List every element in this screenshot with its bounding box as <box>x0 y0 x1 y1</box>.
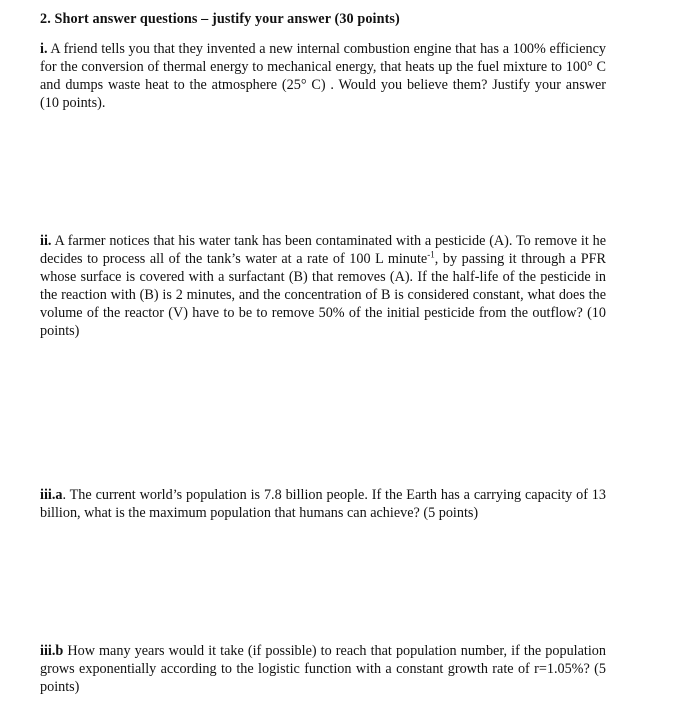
question-ii-text-after: , by passing it through a PFR whose surface is covered with a surfactant (B) that removes (A). If the half-life of the pesticide in the reaction with (B) is 2 minutes, and the concentration of B is considered constant, what does the volume of the reactor (V) have to be to remove 50% of the initial pesticide from the outflow? (10 points) <box>40 251 606 339</box>
question-i <box>40 40 606 112</box>
question-i-text: A friend tells you that they invented a new internal combustion engine that has a 100% efficiency for the conversion of thermal energy to mechanical energy, that heats up the fuel mixture to 100° C and dumps waste heat to the atmosphere (25° C) . Would you believe them? Justify your answer (10 points). <box>40 41 606 111</box>
question-iii-a-label: iii.a <box>40 487 63 503</box>
question-ii-label: ii. <box>40 233 52 249</box>
section-heading: 2. Short answer questions – justify your answer (30 points) <box>40 11 400 27</box>
question-iii-b-text: How many years would it take (if possible) to reach that population number, if the population grows exponentially according to the logistic function with a constant growth rate of r=1.05%? (5 points) <box>40 643 606 695</box>
question-iii-a-text: . The current world’s population is 7.8 billion people. If the Earth has a carrying capacity of 13 billion, what is the maximum population that humans can achieve? (5 points) <box>40 487 606 521</box>
question-ii-text-before: A farmer notices that his water tank has been contaminated with a pesticide (A). To remove it he decides to process all of the tank’s water at a rate of 100 L minute <box>40 233 606 267</box>
question-ii <box>40 232 606 340</box>
question-ii-superscript: -1 <box>427 249 435 260</box>
question-iii-a <box>40 486 606 522</box>
question-i-label: i. <box>40 41 48 57</box>
question-iii-b <box>40 642 606 696</box>
question-iii-b-label: iii.b <box>40 643 64 659</box>
